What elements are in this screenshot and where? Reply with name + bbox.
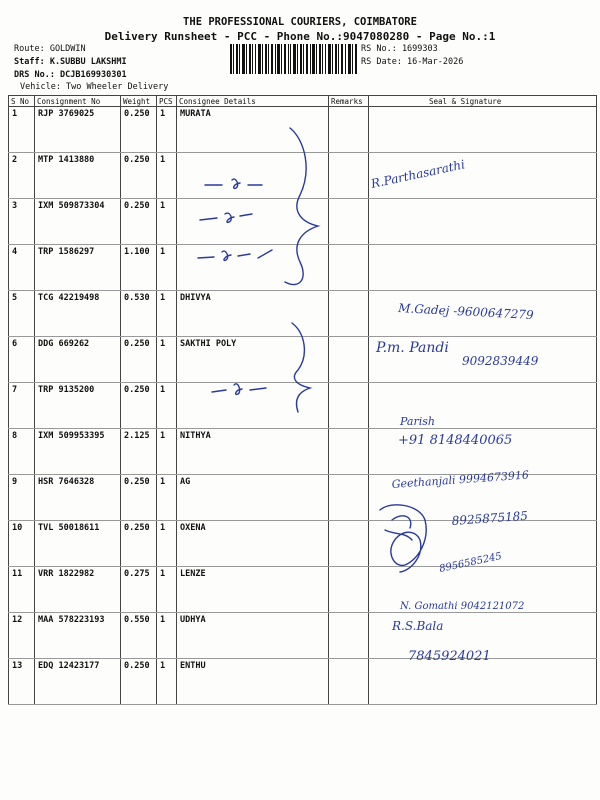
cell-sno: 3 (9, 199, 35, 245)
table-row (9, 245, 597, 291)
col-header-signature: Seal & Signature (369, 96, 597, 107)
runsheet-title: Delivery Runsheet - PCC - Phone No.:9047080280 - Page No.:1 (104, 30, 496, 43)
drs-label: DRS No.: DCJB169930301 (14, 70, 127, 80)
cell-weight: 0.250 (121, 475, 157, 521)
cell-signature (369, 107, 597, 153)
rs-date: RS Date: 16-Mar-2026 (361, 57, 464, 67)
cell-remarks (329, 659, 369, 705)
staff-label: Staff: K.SUBBU LAKSHMI (14, 57, 127, 67)
cell-consignee: ENTHU (177, 659, 329, 705)
table-row (9, 521, 597, 567)
cell-weight: 2.125 (121, 429, 157, 475)
cell-pcs: 1 (157, 383, 177, 429)
cell-pcs: 1 (157, 475, 177, 521)
signature-row8a: Parish (400, 415, 435, 428)
signature-row8b: +91 8148440065 (398, 433, 513, 448)
vehicle-label: Vehicle: Two Wheeler Delivery (20, 82, 169, 92)
col-header-sno: S No (9, 96, 35, 107)
cell-sno: 8 (9, 429, 35, 475)
cell-sno: 11 (9, 567, 35, 613)
col-header-remarks: Remarks (329, 96, 369, 107)
cell-signature (369, 291, 597, 337)
cell-consignee: NITHYA (177, 429, 329, 475)
signature-row10: 8925875185 (451, 508, 529, 528)
cell-remarks (329, 521, 369, 567)
signature-row13a: R.S.Bala (392, 619, 444, 633)
cell-sno: 10 (9, 521, 35, 567)
table-row (9, 567, 597, 613)
table-row (9, 475, 597, 521)
cell-weight: 0.250 (121, 521, 157, 567)
cell-signature (369, 153, 597, 199)
cell-weight: 0.275 (121, 567, 157, 613)
cell-signature (369, 613, 597, 659)
cell-weight: 0.250 (121, 153, 157, 199)
cell-consignment: TRP 1586297 (35, 245, 121, 291)
cell-sno: 13 (9, 659, 35, 705)
cell-remarks (329, 567, 369, 613)
table-row (9, 613, 597, 659)
col-header-pcs: PCS (157, 96, 177, 107)
cell-pcs: 1 (157, 291, 177, 337)
cell-pcs: 1 (157, 659, 177, 705)
cell-remarks (329, 383, 369, 429)
cell-signature (369, 475, 597, 521)
table-row (9, 659, 597, 705)
cell-remarks (329, 429, 369, 475)
cell-remarks (329, 199, 369, 245)
cell-consignment: TRP 9135200 (35, 383, 121, 429)
cell-weight: 0.250 (121, 337, 157, 383)
cell-consignee: MURATA (177, 107, 329, 153)
cell-consignee (177, 153, 329, 199)
table-header-row (9, 96, 597, 107)
cell-sno: 9 (9, 475, 35, 521)
cell-pcs: 1 (157, 613, 177, 659)
cell-pcs: 1 (157, 245, 177, 291)
rs-number: RS No.: 1699303 (361, 44, 438, 54)
cell-consignment: TVL 50018611 (35, 521, 121, 567)
signature-row6a: P.m. Pandi (376, 340, 449, 356)
cell-sno: 2 (9, 153, 35, 199)
cell-pcs: 1 (157, 429, 177, 475)
signature-row5: M.Gadej -9600647279 (397, 301, 534, 323)
table-row (9, 199, 597, 245)
cell-signature (369, 383, 597, 429)
col-header-consignee: Consignee Details (177, 96, 329, 107)
cell-pcs: 1 (157, 153, 177, 199)
cell-weight: 0.250 (121, 199, 157, 245)
cell-sno: 12 (9, 613, 35, 659)
cell-weight: 0.530 (121, 291, 157, 337)
cell-weight: 0.550 (121, 613, 157, 659)
table-row (9, 291, 597, 337)
cell-pcs: 1 (157, 107, 177, 153)
signature-row11: 8956585245 (438, 550, 503, 575)
cell-remarks (329, 291, 369, 337)
cell-remarks (329, 337, 369, 383)
cell-signature (369, 567, 597, 613)
cell-sno: 7 (9, 383, 35, 429)
cell-pcs: 1 (157, 199, 177, 245)
cell-remarks (329, 245, 369, 291)
cell-consignment: DDG 669262 (35, 337, 121, 383)
cell-signature (369, 659, 597, 705)
cell-consignee: SAKTHI POLY (177, 337, 329, 383)
cell-signature (369, 245, 597, 291)
cell-consignment: MTP 1413880 (35, 153, 121, 199)
col-header-consignment: Consignment No (35, 96, 121, 107)
table-row (9, 107, 597, 153)
cell-consignee: DHIVYA (177, 291, 329, 337)
signature-row6b: 9092839449 (462, 354, 539, 368)
cell-weight: 0.250 (121, 107, 157, 153)
signature-row13b: 7845924021 (408, 649, 491, 664)
cell-consignee: OXENA (177, 521, 329, 567)
table-row (9, 383, 597, 429)
cell-signature (369, 337, 597, 383)
cell-signature (369, 429, 597, 475)
cell-consignee: LENZE (177, 567, 329, 613)
cell-sno: 1 (9, 107, 35, 153)
cell-weight: 0.250 (121, 383, 157, 429)
cell-consignment: HSR 7646328 (35, 475, 121, 521)
table-row (9, 429, 597, 475)
table-row (9, 337, 597, 383)
cell-remarks (329, 107, 369, 153)
cell-signature (369, 199, 597, 245)
cell-remarks (329, 153, 369, 199)
cell-weight: 1.100 (121, 245, 157, 291)
cell-pcs: 1 (157, 337, 177, 383)
cell-pcs: 1 (157, 567, 177, 613)
barcode-image (230, 44, 358, 74)
cell-pcs: 1 (157, 521, 177, 567)
cell-consignee: AG (177, 475, 329, 521)
cell-sno: 5 (9, 291, 35, 337)
cell-consignment: VRR 1822982 (35, 567, 121, 613)
cell-consignee: UDHYA (177, 613, 329, 659)
col-header-weight: Weight (121, 96, 157, 107)
cell-consignee (177, 199, 329, 245)
table-row (9, 153, 597, 199)
route-label: Route: GOLDWIN (14, 44, 86, 54)
cell-remarks (329, 475, 369, 521)
signature-row12: N. Gomathi 9042121072 (400, 601, 525, 612)
cell-consignee (177, 245, 329, 291)
cell-consignment: MAA 578223193 (35, 613, 121, 659)
runsheet-table (8, 95, 597, 705)
cell-consignment: RJP 3769025 (35, 107, 121, 153)
cell-signature (369, 521, 597, 567)
cell-consignment: IXM 509873304 (35, 199, 121, 245)
cell-sno: 4 (9, 245, 35, 291)
signature-row2: R.Parthasarathi (369, 157, 467, 191)
cell-remarks (329, 613, 369, 659)
cell-consignee (177, 383, 329, 429)
cell-consignment: IXM 509953395 (35, 429, 121, 475)
cell-consignment: EDQ 12423177 (35, 659, 121, 705)
cell-sno: 6 (9, 337, 35, 383)
signature-row9: Geethanjali 9994673916 (391, 468, 530, 491)
cell-weight: 0.250 (121, 659, 157, 705)
company-title: THE PROFESSIONAL COURIERS, COIMBATORE (183, 16, 417, 28)
cell-consignment: TCG 42219498 (35, 291, 121, 337)
